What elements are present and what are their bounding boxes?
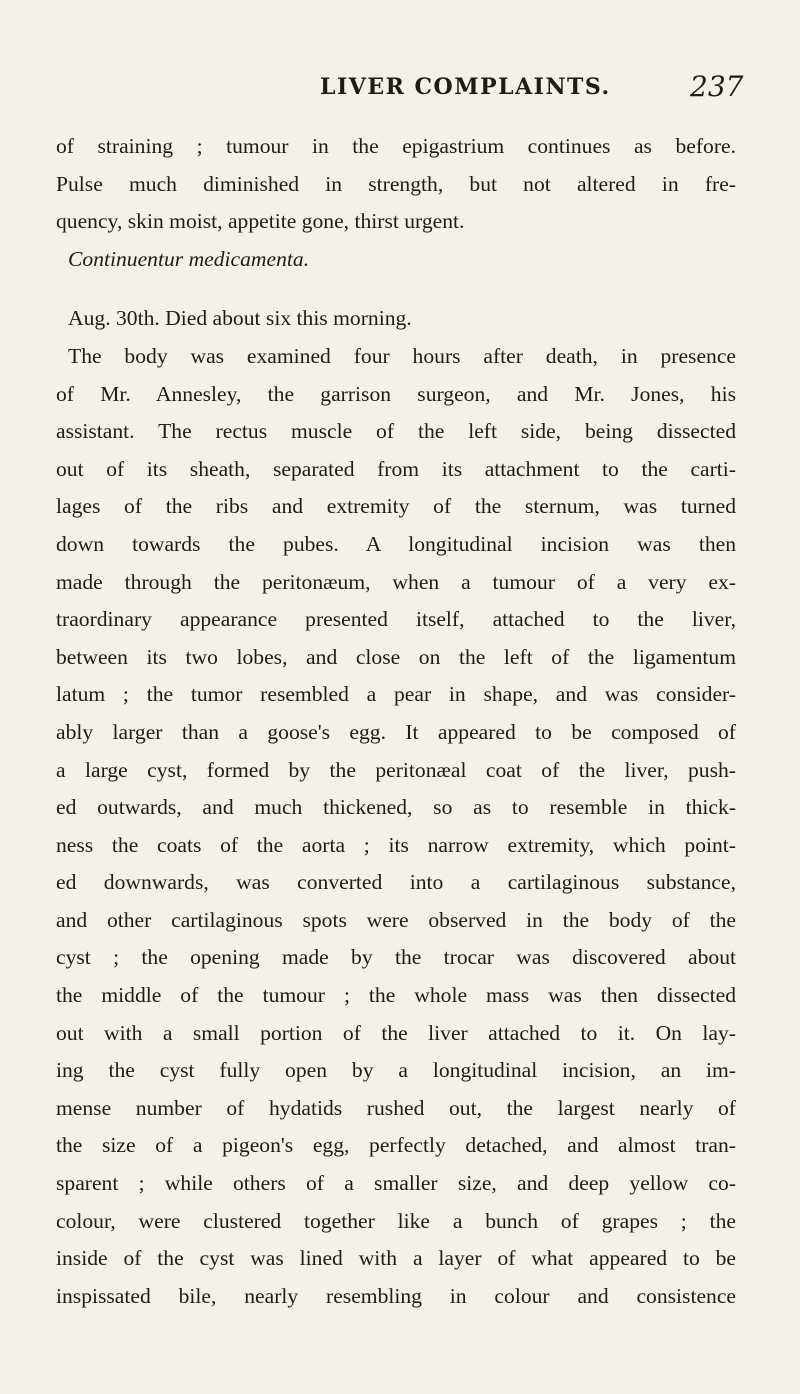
dated-entry-line: Aug. 30th. Died about six this morning.: [68, 306, 412, 331]
text-line: sparent ; while others of a smaller size, and deep yellow co-: [56, 1171, 736, 1196]
text-line: and other cartilaginous spots were observed in the body of the: [56, 907, 736, 932]
paragraph-spacer: [56, 278, 736, 300]
prescription-line: Continuentur medicamenta.: [68, 246, 310, 271]
text-line: ness the coats of the aorta ; its narrow extremity, which point-: [56, 832, 736, 857]
text-line: the size of a pigeon's egg, perfectly detached, and almost tran-: [56, 1133, 736, 1158]
text-line: assistant. The rectus muscle of the left side, being dissected: [56, 419, 736, 444]
text-line: quency, skin moist, appetite gone, thirst urgent.: [56, 209, 465, 234]
running-head: [0, 70, 800, 114]
body-text: [56, 128, 736, 1315]
text-line: The body was examined four hours after death, in presence: [68, 343, 736, 368]
text-line: ably larger than a goose's egg. It appeared to be composed of: [56, 719, 736, 744]
text-line: of Mr. Annesley, the garrison surgeon, and Mr. Jones, his: [56, 381, 736, 406]
text-line: traordinary appearance presented itself, attached to the liver,: [56, 607, 736, 632]
running-title: LIVER COMPLAINTS.: [320, 74, 611, 100]
text-line: the middle of the tumour ; the whole mass was then dissected: [56, 983, 736, 1008]
text-line: Pulse much diminished in strength, but not altered in fre-: [56, 171, 736, 196]
text-line: ed downwards, was converted into a cartilaginous substance,: [56, 870, 736, 895]
text-line: inside of the cyst was lined with a layer of what appeared to be: [56, 1246, 736, 1271]
text-line: between its two lobes, and close on the left of the ligamentum: [56, 644, 736, 669]
text-line: lages of the ribs and extremity of the sternum, was turned: [56, 494, 736, 519]
text-line: colour, were clustered together like a bunch of grapes ; the: [56, 1208, 736, 1233]
text-line: cyst ; the opening made by the trocar was discovered about: [56, 945, 736, 970]
text-line: inspissated bile, nearly resembling in colour and consistence: [56, 1283, 736, 1308]
text-line: out of its sheath, separated from its attachment to the carti-: [56, 456, 736, 481]
text-line: a large cyst, formed by the peritonæal coat of the liver, push-: [56, 757, 736, 782]
text-line: ed outwards, and much thickened, so as to resemble in thick-: [56, 795, 736, 820]
text-line: out with a small portion of the liver attached to it. On lay-: [56, 1020, 736, 1045]
text-line: made through the peritonæum, when a tumour of a very ex-: [56, 569, 736, 594]
text-line: down towards the pubes. A longitudinal incision was then: [56, 531, 736, 556]
text-line: mense number of hydatids rushed out, the largest nearly of: [56, 1095, 736, 1120]
text-line: ing the cyst fully open by a longitudinal incision, an im-: [56, 1058, 736, 1083]
text-line: latum ; the tumor resembled a pear in shape, and was consider-: [56, 682, 736, 707]
text-line: of straining ; tumour in the epigastrium continues as before.: [56, 134, 736, 158]
page-number: 237: [690, 70, 744, 103]
